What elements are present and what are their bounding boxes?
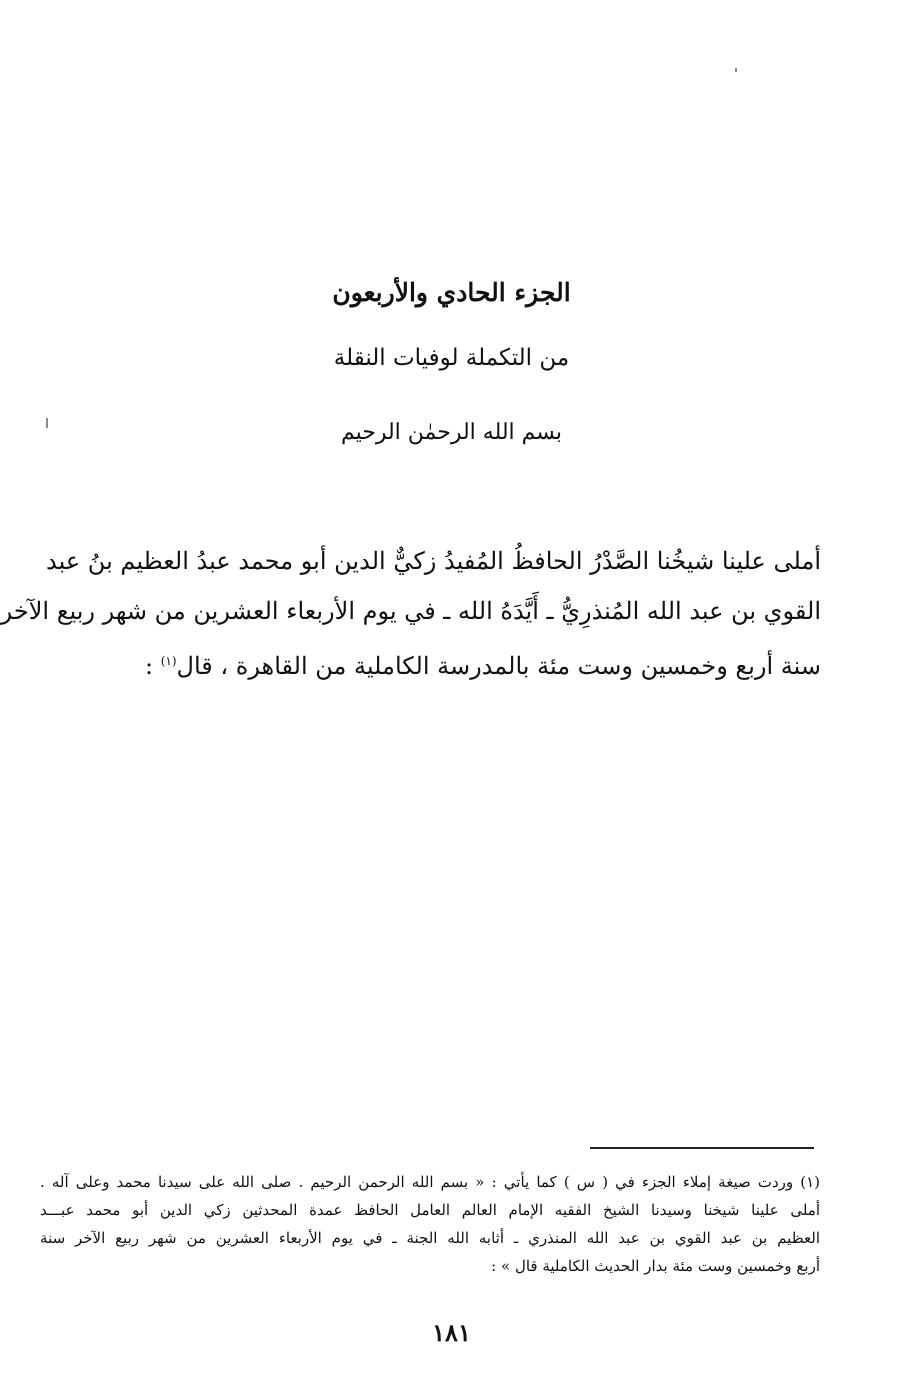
paragraph-line (46, 636, 821, 691)
scan-speck (735, 68, 737, 72)
main-paragraph (0, 536, 821, 691)
book-subtitle: من التكملة لوفيات النقلة (333, 345, 570, 371)
paragraph-line-text: سنة أربع وخمسين وست مئة بالمدرسة الكاملية من القاهرة ، قال (176, 652, 821, 680)
footnote-line: أملى علينا شيخنا وسيدنا الشيخ الفقيه الإمام العالم العامل الحافظ عمدة المحدثين زكي الدين أبو محمد عبـــد (40, 1201, 820, 1219)
part-title: الجزء الحادي والأربعون (332, 278, 571, 307)
paragraph-colon: : (144, 652, 161, 680)
paragraph-line: أملى علينا شيخُنا الصَّدْرُ الحافظُ المُفيدُ زكيٌّ الدين أبو محمد عبدُ العظيم بنُ عبد (46, 547, 821, 575)
basmala: بسم الله الرحمٰن الرحيم (340, 420, 563, 445)
page-number: ١٨١ (432, 1318, 471, 1347)
paragraph-line: القوي بن عبد الله المُنذرِيُّ ـ أَيَّدَهُ الله ـ في يوم الأربعاء العشرين من شهر ربيع الآخر (0, 597, 821, 625)
footnote-separator (590, 1147, 814, 1149)
footnote (40, 1168, 820, 1280)
footnote-reference: (١) (160, 654, 177, 668)
footnote-line: العظيم بن عبد القوي بن عبد الله المنذري ـ أثابه الله الجنة ـ في يوم الأربعاء العشرين من شهر ربيع الآخر سنة (40, 1229, 820, 1247)
footnote-line: أربع وخمسين وست مئة بدار الحديث الكاملية قال » : (491, 1257, 820, 1275)
scan-speck (46, 418, 48, 428)
footnote-line: (١) وردت صيغة إملاء الجزء في ( س ) كما يأتي : « بسم الله الرحمن الرحيم . صلى الله على سيدنا محمد وعلى آله . (40, 1173, 820, 1191)
